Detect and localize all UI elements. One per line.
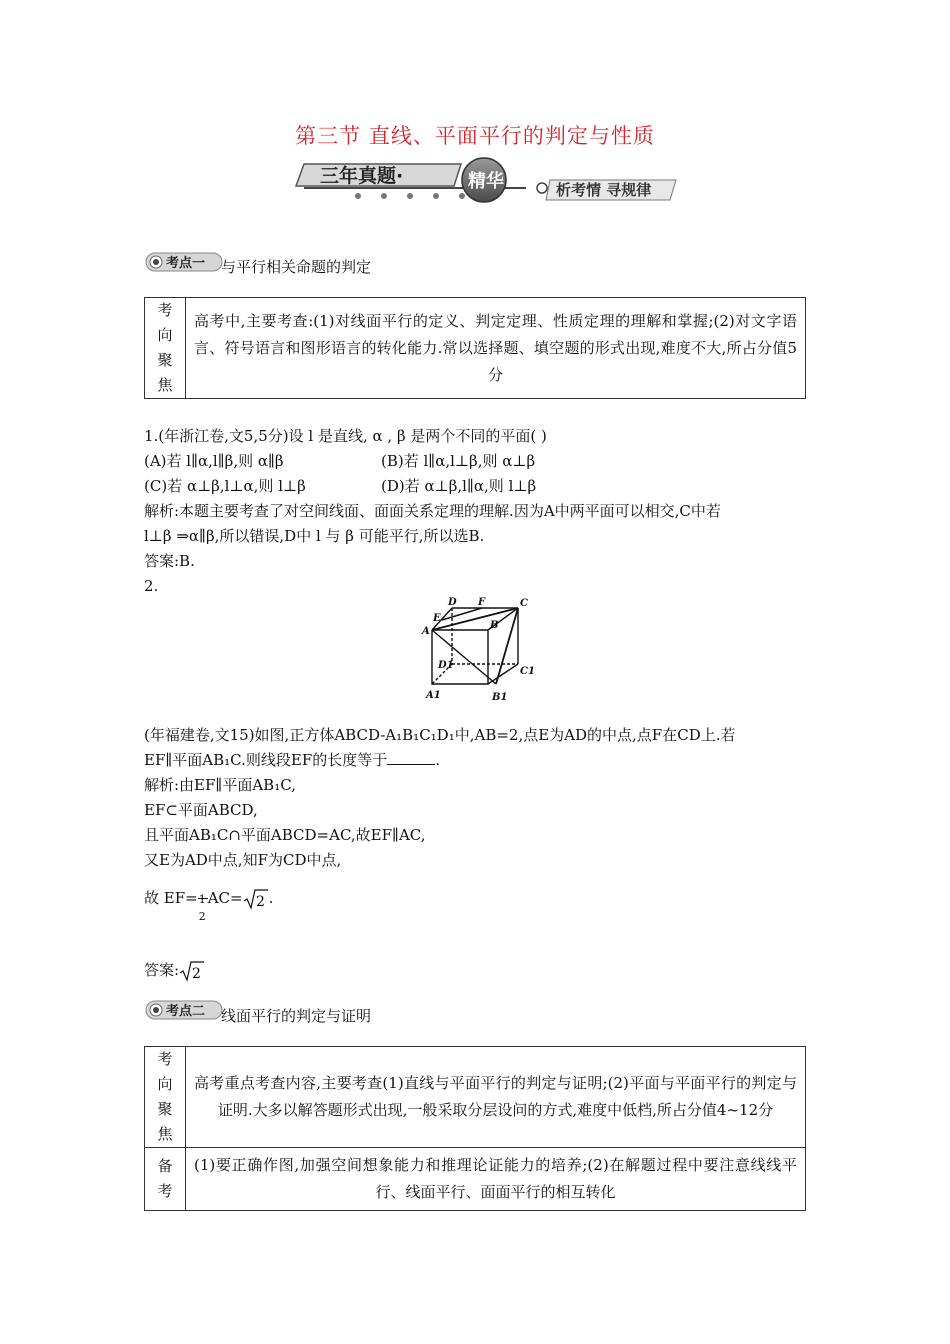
- q1-option-a: (A)若 l∥α,l∥β,则 α∥β: [144, 452, 284, 470]
- q1-option-d: (D)若 α⊥β,l∥α,则 l⊥β: [381, 477, 537, 495]
- focus-label: [145, 1047, 186, 1148]
- table-row: [145, 1148, 806, 1211]
- label-E: E: [433, 613, 441, 624]
- kaodian-badge-1: [146, 251, 226, 273]
- svg-text:2: 2: [192, 966, 201, 982]
- cube-figure: [418, 594, 535, 706]
- focus-label-text: 考向聚焦: [157, 301, 173, 394]
- q2-answer: 答案: 2: [144, 952, 205, 988]
- q1-option-c: (C)若 α⊥β,l⊥α,则 l⊥β: [144, 477, 306, 495]
- sqrt-icon: [243, 887, 269, 911]
- svg-text:2: 2: [255, 894, 265, 910]
- q2-solution-line5: 故 EF= 1 2 AC= 2 .: [144, 880, 273, 916]
- label-A1: A1: [426, 690, 441, 701]
- q2-solution-line3: 且平面AB₁C∩平面ABCD=AC,故EF∥AC,: [144, 826, 426, 844]
- focus-table-1: [144, 297, 806, 399]
- label-B: B: [490, 620, 499, 631]
- label-C1: C1: [520, 666, 535, 677]
- prep-content: (1)要正确作图,加强空间想象能力和推理论证能力的培养;(2)在解题过程中要注意线线平行、线面平行、面面平行的相互转化: [186, 1148, 806, 1211]
- focus-content: 高考重点考查内容,主要考查(1)直线与平面平行的判定与证明;(2)平面与平面平行的判定与证明.大多以解答题形式出现,一般采取分层设问的方式,难度中低档,所占分值4~12分: [186, 1047, 806, 1148]
- page-title: 第三节 直线、平面平行的判定与性质: [295, 124, 655, 148]
- focus-table-2: [144, 1046, 806, 1211]
- q1-option-b: (B)若 l∥α,l⊥β,则 α⊥β: [381, 452, 536, 470]
- label-F: F: [478, 597, 486, 608]
- q2-solution-line1: 解析:由EF∥平面AB₁C,: [144, 776, 296, 794]
- label-D1: D1: [438, 660, 454, 671]
- fraction-one-half: 1 2: [198, 893, 206, 923]
- q1-stem: 1.(年浙江卷,文5,5分)设 l 是直线, α , β 是两个不同的平面( ): [144, 427, 547, 445]
- svg-text:考点二: 考点二: [166, 1004, 206, 1019]
- label-A: A: [422, 626, 430, 637]
- q2-stem-line2: EF∥平面AB₁C.则线段EF的长度等于 .: [144, 751, 441, 769]
- section1-heading: 与平行相关命题的判定: [221, 258, 372, 276]
- sqrt-icon: [179, 959, 205, 983]
- answer-blank: [387, 750, 435, 765]
- q1-analysis-line1: 解析:本题主要考查了对空间线面、面面关系定理的理解.因为A中两平面可以相交,C中若: [144, 502, 721, 520]
- banner-seal-text: 精华: [468, 171, 504, 192]
- label-D: D: [448, 597, 457, 608]
- label-C: C: [520, 598, 528, 609]
- banner-main-text: 三年真题·: [320, 165, 404, 187]
- q1-analysis-line2: l⊥β ⇒α∥β,所以错误,D中 l 与 β 可能平行,所以选B.: [144, 527, 485, 545]
- q2-stem-line1: (年福建卷,文15)如图,正方体ABCD-A₁B₁C₁D₁中,AB=2,点E为AD的中点,点F在CD上.若: [144, 726, 736, 744]
- prep-label-text: 备考: [157, 1157, 173, 1200]
- q2-number: 2.: [144, 577, 159, 595]
- svg-text:考点一: 考点一: [166, 256, 206, 271]
- focus-content: 高考中,主要考查:(1)对线面平行的定义、判定定理、性质定理的理解和掌握;(2)对文字语言、符号语言和图形语言的转化能力.常以选择题、填空题的形式出现,难度不大,所占分值5分: [186, 298, 806, 399]
- label-B1: B1: [492, 692, 508, 703]
- section-banner: [296, 160, 676, 206]
- q1-answer: 答案:B.: [144, 552, 195, 570]
- q2-solution-line2: EF⊂平面ABCD,: [144, 801, 258, 819]
- banner-sub-text: 析考情 寻规律: [556, 181, 652, 199]
- prep-label: [145, 1148, 186, 1211]
- q2-solution-line4: 又E为AD中点,知F为CD中点,: [144, 851, 342, 869]
- table-row: [145, 1047, 806, 1148]
- table-row: [145, 298, 806, 399]
- focus-label: [145, 298, 186, 399]
- section2-heading: 线面平行的判定与证明: [221, 1007, 372, 1025]
- focus-label-text: 考向聚焦: [157, 1050, 173, 1143]
- kaodian-badge-2: [146, 999, 226, 1021]
